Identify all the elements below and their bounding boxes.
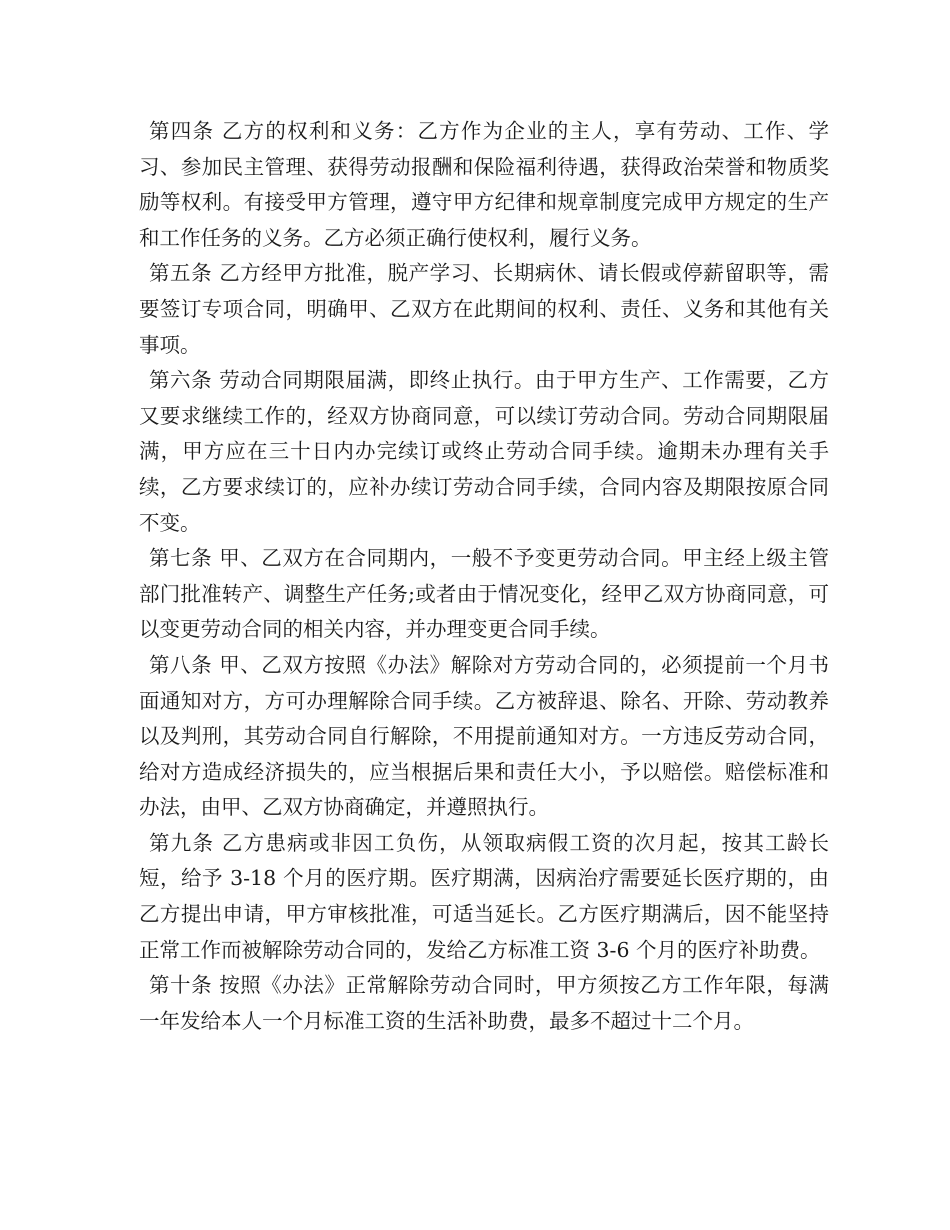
clause-5: 第五条 乙方经甲方批准，脱产学习、长期病休、请长假或停薪留职等，需要签订专项合同，明确甲、乙双方在此期间的权利、责任、义务和其他有关事项。 xyxy=(139,261,829,357)
clause-10: 第十条 按照《办法》正常解除劳动合同时，甲方须按乙方工作年限，每满一年发给本人一个月标准工资的生活补助费，最多不超过十二个月。 xyxy=(139,973,829,1033)
document-page xyxy=(139,114,829,1039)
clause-6: 第六条 劳动合同期限届满，即终止执行。由于甲方生产、工作需要，乙方又要求继续工作的，经双方协商同意，可以续订劳动合同。劳动合同期限届满，甲方应在三十日内办完续订或终止劳动合同手续。逾期未办理有关手续，乙方要求续订的，应补办续订劳动合同手续，合同内容及期限按原合同不变。 xyxy=(139,368,829,535)
clause-4: 第四条 乙方的权利和义务：乙方作为企业的主人，享有劳动、工作、学习、参加民主管理、获得劳动报酬和保险福利待遇，获得政治荣誉和物质奖励等权利。有接受甲方管理，遵守甲方纪律和规章制度完成甲方规定的生产和工作任务的义务。乙方必须正确行使权利，履行义务。 xyxy=(139,119,829,250)
clause-8: 第八条 甲、乙双方按照《办法》解除对方劳动合同的，必须提前一个月书面通知对方，方可办理解除合同手续。乙方被辞退、除名、开除、劳动教养以及判刑，其劳动合同自行解除，不用提前通知对方。一方违反劳动合同，给对方造成经济损失的，应当根据后果和责任大小，予以赔偿。赔偿标准和办法，由甲、乙双方协商确定，并遵照执行。 xyxy=(139,652,829,820)
clause-9: 第九条 乙方患病或非因工负伤，从领取病假工资的次月起，按其工龄长短，给予 3-18 个月的医疗期。医疗期满，因病治疗需要延长医疗期的，由乙方提出申请，甲方审核批准，可适当延长。乙方医疗期满后，因不能坚持正常工作而被解除劳动合同的，发给乙方标准工资 3-6 个月的医疗补助费。 xyxy=(139,830,829,962)
clause-7: 第七条 甲、乙双方在合同期内，一般不予变更劳动合同。甲主经上级主管部门批准转产、调整生产任务;或者由于情况变化，经甲乙双方协商同意，可以变更劳动合同的相关内容，并办理变更合同手续。 xyxy=(139,546,829,642)
